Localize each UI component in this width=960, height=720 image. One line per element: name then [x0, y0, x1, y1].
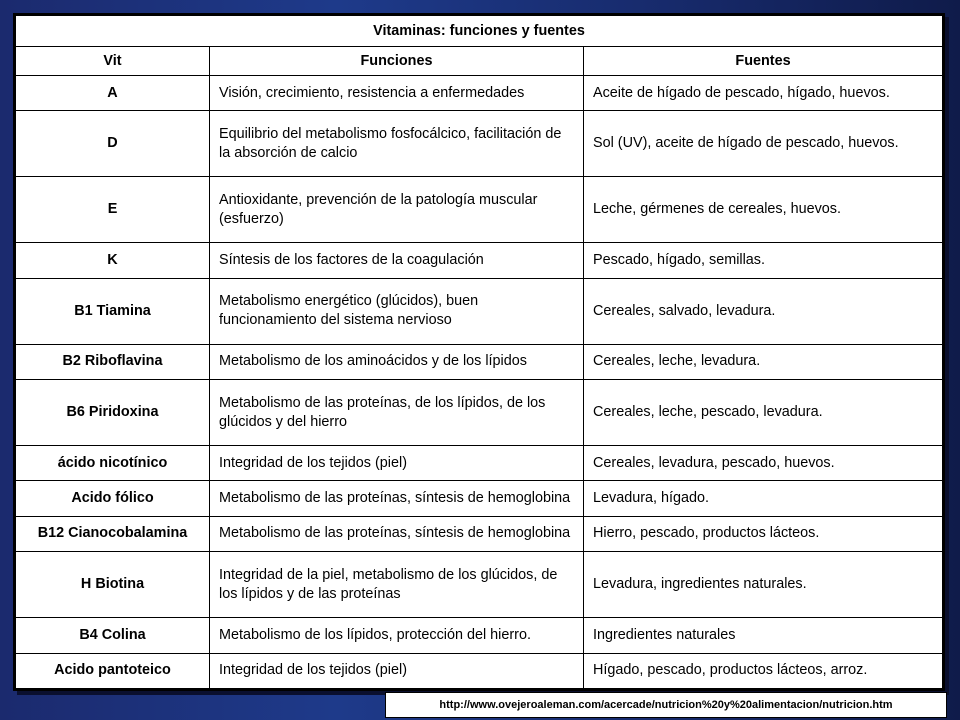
table-row	[16, 445, 943, 480]
table-row	[16, 76, 943, 111]
source-cell: Hierro, pescado, productos lácteos.	[584, 516, 943, 551]
function-cell: Metabolismo de las proteínas, de los lípidos, de los glúcidos y del hierro	[210, 380, 584, 446]
function-cell: Equilibrio del metabolismo fosfocálcico, facilitación de la absorción de calcio	[210, 111, 584, 177]
source-cell: Levadura, hígado.	[584, 481, 943, 516]
source-cell: Cereales, leche, pescado, levadura.	[584, 380, 943, 446]
source-cell: Leche, gérmenes de cereales, huevos.	[584, 177, 943, 243]
source-cell: Cereales, leche, levadura.	[584, 344, 943, 379]
source-cell: Levadura, ingredientes naturales.	[584, 552, 943, 618]
vitamins-table-frame	[13, 13, 945, 691]
vitamin-cell: K	[16, 243, 210, 278]
source-cell: Cereales, salvado, levadura.	[584, 278, 943, 344]
function-cell: Integridad de la piel, metabolismo de los glúcidos, de los lípidos y de las proteínas	[210, 552, 584, 618]
function-cell: Integridad de los tejidos (piel)	[210, 653, 584, 689]
table-row	[16, 618, 943, 653]
header-funciones: Funciones	[210, 47, 584, 76]
table-row	[16, 344, 943, 379]
table-row	[16, 278, 943, 344]
vitamin-cell: A	[16, 76, 210, 111]
source-cell: Pescado, hígado, semillas.	[584, 243, 943, 278]
table-row	[16, 552, 943, 618]
table-row	[16, 516, 943, 551]
function-cell: Metabolismo de los lípidos, protección del hierro.	[210, 618, 584, 653]
table-row	[16, 111, 943, 177]
vitamin-cell: B6 Piridoxina	[16, 380, 210, 446]
source-cell: Ingredientes naturales	[584, 618, 943, 653]
table-row	[16, 243, 943, 278]
source-cell: Hígado, pescado, productos lácteos, arroz.	[584, 653, 943, 689]
vitamin-cell: B2 Riboflavina	[16, 344, 210, 379]
function-cell: Metabolismo de las proteínas, síntesis de hemoglobina	[210, 481, 584, 516]
vitamin-cell: Acido fólico	[16, 481, 210, 516]
vitamin-cell: D	[16, 111, 210, 177]
function-cell: Metabolismo de las proteínas, síntesis de hemoglobina	[210, 516, 584, 551]
vitamins-table	[15, 15, 943, 689]
source-url: http://www.ovejeroaleman.com/acercade/nutricion%20y%20alimentacion/nutricion.htm	[385, 692, 947, 718]
table-row	[16, 177, 943, 243]
vitamin-cell: E	[16, 177, 210, 243]
table-title: Vitaminas: funciones y fuentes	[16, 16, 943, 47]
vitamin-cell: ácido nicotínico	[16, 445, 210, 480]
table-row	[16, 481, 943, 516]
header-vit: Vit	[16, 47, 210, 76]
vitamin-cell: B4 Colina	[16, 618, 210, 653]
vitamin-cell: H Biotina	[16, 552, 210, 618]
function-cell: Integridad de los tejidos (piel)	[210, 445, 584, 480]
table-row	[16, 380, 943, 446]
table-row	[16, 653, 943, 689]
function-cell: Visión, crecimiento, resistencia a enfermedades	[210, 76, 584, 111]
source-cell: Cereales, levadura, pescado, huevos.	[584, 445, 943, 480]
header-fuentes: Fuentes	[584, 47, 943, 76]
function-cell: Síntesis de los factores de la coagulación	[210, 243, 584, 278]
function-cell: Metabolismo de los aminoácidos y de los lípidos	[210, 344, 584, 379]
function-cell: Metabolismo energético (glúcidos), buen funcionamiento del sistema nervioso	[210, 278, 584, 344]
source-cell: Sol (UV), aceite de hígado de pescado, huevos.	[584, 111, 943, 177]
function-cell: Antioxidante, prevención de la patología muscular (esfuerzo)	[210, 177, 584, 243]
vitamin-cell: B12 Cianocobalamina	[16, 516, 210, 551]
source-cell: Aceite de hígado de pescado, hígado, huevos.	[584, 76, 943, 111]
vitamin-cell: B1 Tiamina	[16, 278, 210, 344]
vitamin-cell: Acido pantoteico	[16, 653, 210, 689]
